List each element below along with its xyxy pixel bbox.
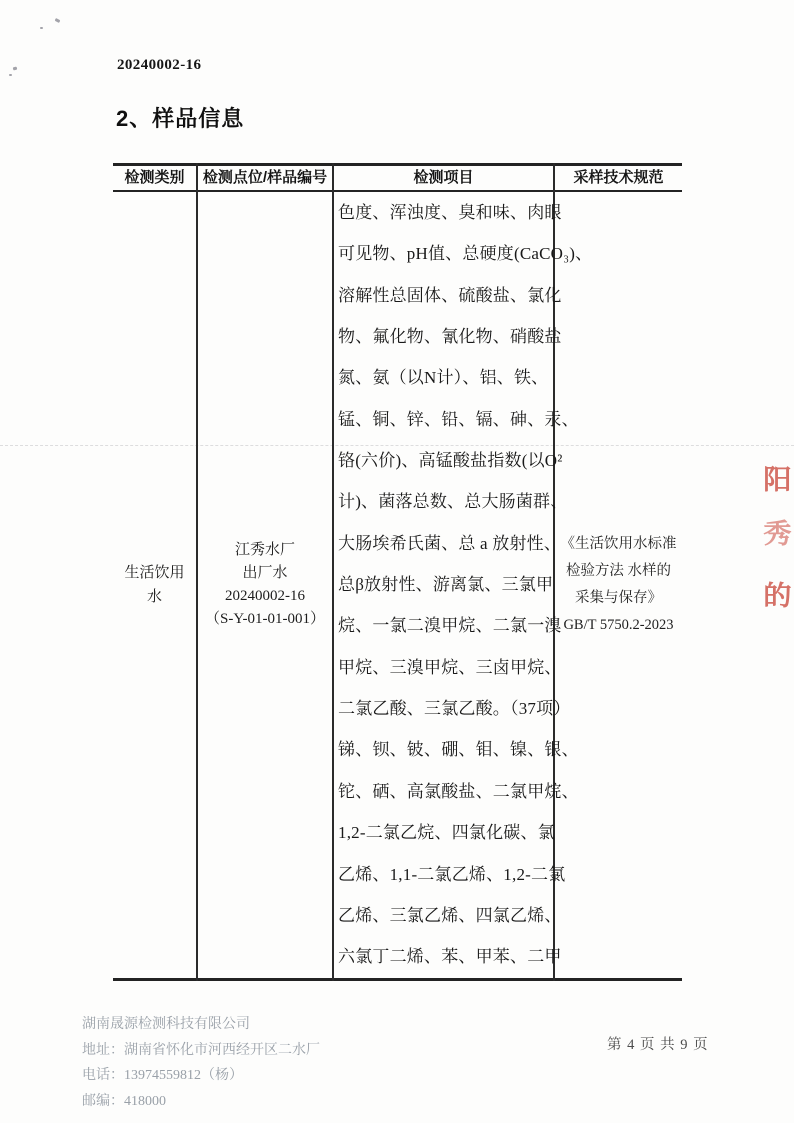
header-sample-point-id: 检测点位/样品编号 [202, 169, 328, 186]
test-item-line: 锰、铜、锌、铅、镉、砷、汞、 [338, 409, 579, 429]
test-item-line: 铬(六价)、高锰酸盐指数(以O² [338, 451, 563, 471]
report-number: 20240002-16 [117, 57, 202, 73]
ink-speck [55, 18, 61, 23]
ink-speck [13, 67, 18, 71]
test-item-line: 大肠埃希氏菌、总 a 放射性、 [338, 533, 562, 553]
red-seal-fragment: 秀 [763, 519, 792, 549]
test-item-line: 烷、一氯二溴甲烷、二氯一溴 [338, 616, 562, 636]
table-bottom-border [113, 978, 682, 981]
standard-line: 《生活饮用水标准 [560, 536, 677, 552]
cell-test-items [334, 192, 593, 978]
company-phone: 电话：13974559812（杨） [82, 1068, 243, 1083]
company-footer [82, 1012, 320, 1114]
company-postcode: 邮编：418000 [82, 1093, 166, 1109]
location-line: 江秀水厂 [234, 542, 295, 558]
header-test-items: 检测项目 [413, 169, 474, 186]
cell-sample-point-id [198, 192, 332, 978]
page-number: 第 4 页 共 9 页 [607, 1037, 709, 1053]
location-line: （S-Y-01-01-001） [205, 611, 325, 627]
header-sampling-spec: 采样技术规范 [573, 169, 664, 186]
test-item-line: 六氯丁二烯、苯、甲苯、二甲 [338, 947, 562, 967]
test-item-line: 物、氟化物、氰化物、硝酸盐 [338, 327, 562, 347]
test-item-line: 二氯乙酸、三氯乙酸。（37项） [338, 699, 571, 719]
standard-line: GB/T 5750.2-2023 [563, 617, 674, 633]
sample-info-table [113, 163, 682, 981]
test-item-line: 乙烯、1,1-二氯乙烯、1,2-二氯 [338, 864, 566, 884]
test-item-line: 乙烯、三氯乙烯、四氯乙烯、 [338, 905, 562, 925]
test-item-line: 甲烷、三溴甲烷、三卤甲烷、 [338, 657, 562, 677]
company-address: 地址：湖南省怀化市河西经开区二水厂 [82, 1042, 320, 1058]
test-item-line: 氮、氨（以N计）、铝、铁、 [338, 368, 549, 388]
test-item-line: 色度、浑浊度、臭和味、肉眼 [338, 203, 562, 222]
header-test-category: 检测类别 [124, 169, 185, 186]
ink-speck [40, 27, 43, 29]
category-line: 水 [146, 589, 162, 605]
company-name: 湖南晟源检测科技有限公司 [82, 1017, 250, 1032]
location-line: 20240002-16 [225, 588, 305, 604]
category-line: 生活饮用 [124, 565, 185, 581]
location-line: 出厂水 [242, 565, 288, 581]
cell-sampling-spec [555, 192, 682, 978]
test-item-line: 可见物、pH值、总硬度(CaCO₃)、 [338, 244, 593, 264]
test-item-line: 1,2-二氯乙烷、四氯化碳、氯 [338, 823, 555, 843]
test-item-line: 溶解性总固体、硫酸盐、氯化 [338, 285, 562, 305]
test-item-line: 总β放射性、游离氯、三氯甲 [338, 575, 554, 595]
section-title: 2、样品信息 [116, 106, 245, 131]
test-item-line: 计)、菌落总数、总大肠菌群、 [338, 492, 568, 512]
test-item-line: 铊、硒、高氯酸盐、二氯甲烷、 [338, 781, 579, 801]
ink-speck [9, 74, 12, 76]
standard-line: 采集与保存》 [575, 590, 662, 606]
test-item-line: 锑、钡、铍、硼、钼、镍、银、 [338, 740, 579, 760]
red-seal-fragment: 的 [763, 581, 792, 611]
red-seal-fragment: 阳 [763, 465, 792, 495]
cell-test-category [113, 192, 196, 978]
standard-line: 检验方法 水样的 [565, 563, 672, 579]
